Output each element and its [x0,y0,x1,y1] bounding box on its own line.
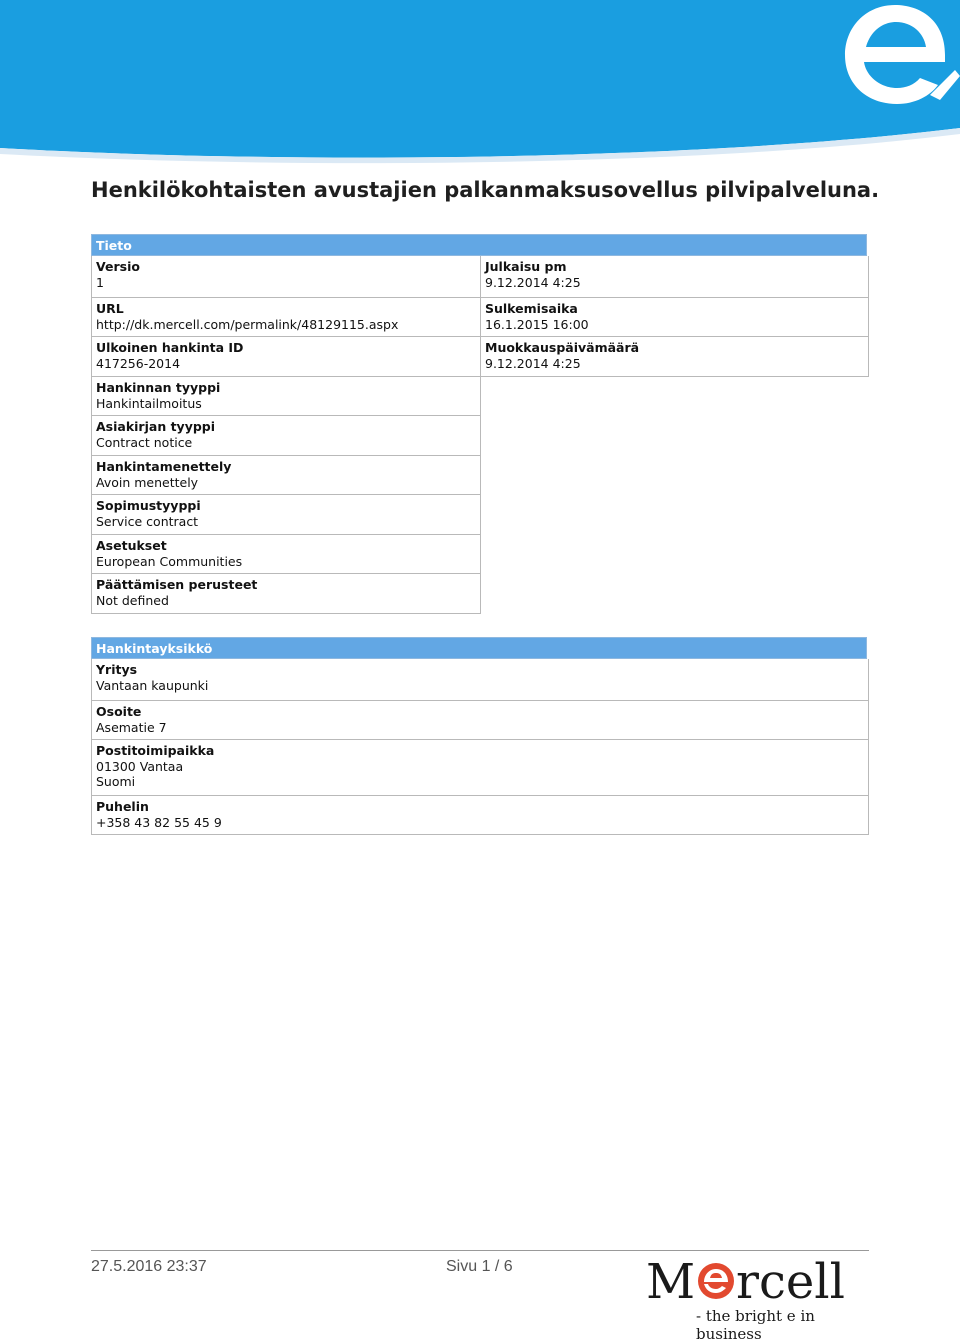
field-ulkoinen-hankinta-id [91,337,481,377]
field-versio [91,256,481,298]
field-osoite [91,701,869,740]
field-asiakirjan-tyyppi [91,416,481,456]
footer-timestamp: 27.5.2016 23:37 [91,1258,207,1275]
field-label: Päättämisen perusteet [96,577,258,592]
header-banner [0,0,960,165]
section-header-hankintayksikko: Hankintayksikkö [91,637,867,659]
field-label: Yritys [96,662,138,677]
field-label: Hankintamenettely [96,459,232,474]
field-label: Postitoimipaikka [96,743,215,758]
field-postitoimipaikka [91,740,869,796]
field-julkaisu-pm [480,256,869,298]
field-label: Hankinnan tyyppi [96,380,221,395]
field-value: Contract notice [96,434,193,450]
svg-text:rcell: rcell [736,1254,845,1310]
field-value: 417256-2014 [96,355,181,371]
page-title: Henkilökohtaisten avustajien palkanmaksusovellus pilvipalveluna. [91,178,880,202]
svg-text:M: M [646,1254,696,1310]
mercell-e-logo-icon [698,1263,734,1299]
section-header-tieto: Tieto [91,234,867,256]
field-label: Puhelin [96,799,149,814]
field-value: Hankintailmoitus [96,395,202,411]
mercell-logo [640,1250,870,1343]
field-url [91,298,481,337]
permalink-link[interactable]: http://dk.mercell.com/permalink/48129115.aspx [96,316,399,332]
field-value: 9.12.2014 4:25 [485,355,581,371]
field-value-country: Suomi [96,774,136,789]
field-value: 16.1.2015 16:00 [485,316,589,332]
field-asetukset [91,535,481,574]
field-label: Julkaisu pm [485,259,567,274]
field-sulkemisaika [480,298,869,337]
page-number: Sivu 1 / 6 [446,1258,513,1275]
field-value: Service contract [96,513,199,529]
field-value: European Communities [96,553,243,569]
field-hankinnan-tyyppi [91,377,481,416]
field-value: Vantaan kaupunki [96,677,209,693]
field-label: Muokkauspäivämäärä [485,340,640,355]
field-value: +358 43 82 55 45 9 [96,814,222,830]
field-label: Sopimustyyppi [96,498,201,513]
field-hankintamenettely [91,456,481,495]
field-value: 9.12.2014 4:25 [485,274,581,290]
field-label: URL [96,301,124,316]
field-value: 01300 Vantaa [96,758,184,774]
field-label: Versio [96,259,140,274]
field-label: Asiakirjan tyyppi [96,419,216,434]
field-label: Asetukset [96,538,167,553]
field-value: Avoin menettely [96,474,199,490]
field-value: Not defined [96,592,169,608]
logo-tagline: - the bright e in business [696,1307,815,1343]
field-sopimustyyppi [91,495,481,535]
field-yritys [91,659,869,701]
field-paattamisen-perusteet [91,574,481,614]
field-puhelin [91,796,869,835]
field-label: Osoite [96,704,142,719]
field-label: Ulkoinen hankinta ID [96,340,244,355]
field-muokkauspaivamaara [480,337,869,377]
field-label: Sulkemisaika [485,301,578,316]
field-value: Asematie 7 [96,719,167,735]
field-value: 1 [96,274,104,290]
